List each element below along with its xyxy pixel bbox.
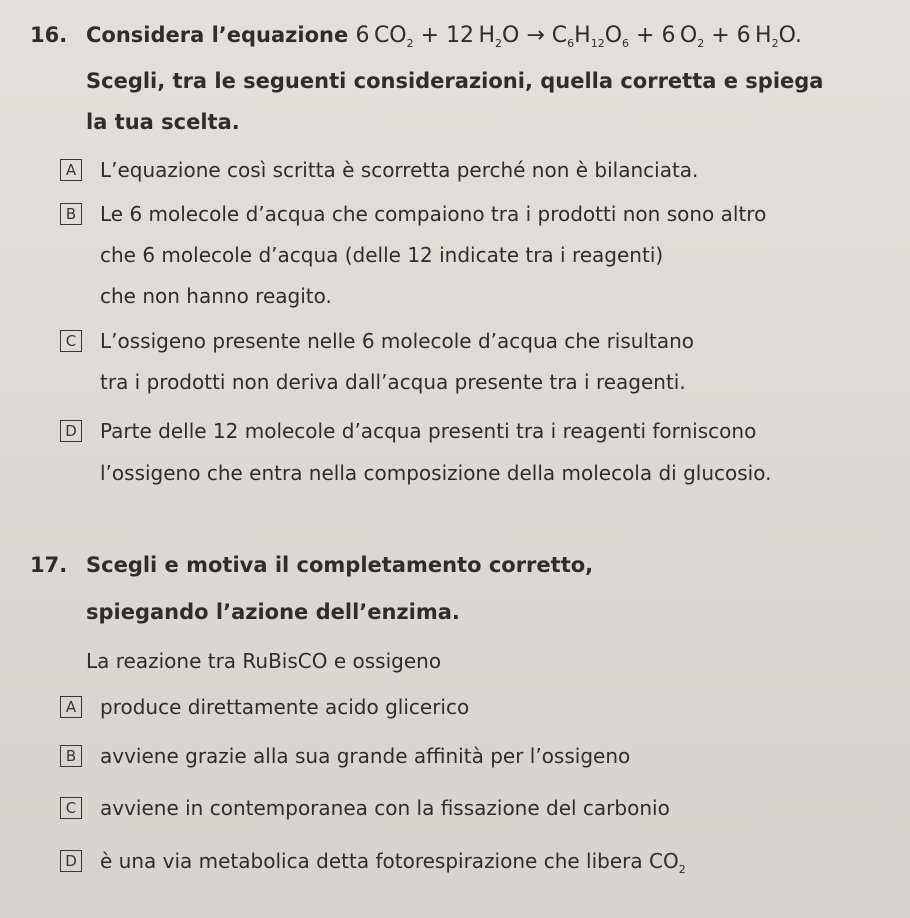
q16-option-b-line-2: che 6 molecole d’acqua (delle 12 indicate tra i reagenti): [100, 243, 664, 267]
q17-line-2: spiegando l’azione dell’enzima.: [86, 600, 460, 624]
q16-option-b-line-1: Le 6 molecole d’acqua che compaiono tra i prodotti non sono altro: [100, 202, 767, 226]
q16-title-line: [30, 20, 802, 51]
q17-option-d-box[interactable]: D: [60, 850, 82, 872]
co2-subscript: 2: [678, 863, 686, 876]
q16-option-d-box[interactable]: D: [60, 420, 82, 442]
q16-number: 16.: [30, 23, 68, 47]
q17-title-line: [30, 550, 593, 580]
q16-option-c-line-1: L’ossigeno presente nelle 6 molecole d’acqua che risultano: [100, 329, 695, 353]
q17-number: 17.: [30, 553, 68, 577]
q17-option-b-box[interactable]: B: [60, 745, 82, 767]
q16-option-b-box[interactable]: B: [60, 203, 82, 225]
q17-line-1: Scegli e motiva il completamento corretto,: [86, 553, 594, 577]
q16-option-a-text: L’equazione così scritta è scorretta perché non è bilanciata.: [100, 158, 699, 182]
q16-option-a-box[interactable]: A: [60, 159, 82, 181]
q16-option-b-line-3: che non hanno reagito.: [100, 284, 332, 308]
q17-option-d-text: è una via metabolica detta fotorespirazione che libera $CO_2$: [100, 849, 686, 876]
q17-option-b-text: avviene grazie alla sua grande affinità per l’ossigeno: [100, 744, 631, 768]
q16-equation: 6 $CO_2 + 12$ $H_2O \to C_6H_{12}O_6 + 6$ $O_2 + 6$ $H_2O$.: [355, 23, 803, 50]
q17-option-c-box[interactable]: C: [60, 797, 82, 819]
q17-option-a-box[interactable]: A: [60, 696, 82, 718]
q16-option-d-line-1: Parte delle 12 molecole d’acqua presenti tra i reagenti forniscono: [100, 419, 757, 443]
q16-instruction-line-2: Scegli, tra le seguenti considerazioni, quella corretta e spiega: [86, 69, 824, 93]
q16-option-d-line-2: l’ossigeno che entra nella composizione della molecola di glucosio.: [100, 461, 772, 485]
q16-option-c-box[interactable]: C: [60, 330, 82, 352]
q17-option-a-text: produce direttamente acido glicerico: [100, 695, 470, 719]
q17-stem: La reazione tra RuBisCO e ossigeno: [86, 649, 442, 673]
q16-option-c-line-2: tra i prodotti non deriva dall’acqua presente tra i reagenti.: [100, 370, 686, 394]
q16-intro: Considera l’equazione: [86, 23, 349, 47]
q16-instruction-line-3: la tua scelta.: [86, 110, 240, 134]
q17-option-c-text: avviene in contemporanea con la fissazione del carbonio: [100, 796, 670, 820]
